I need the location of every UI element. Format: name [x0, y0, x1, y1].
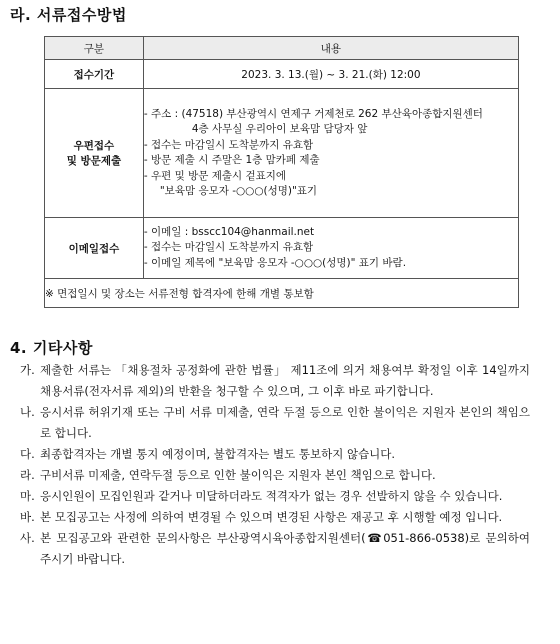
- mail-line: - 접수는 마감일시 도착분까지 유효함: [143, 138, 314, 151]
- table-row: [45, 60, 519, 89]
- item-marker: 가.: [20, 363, 35, 377]
- item-text: 제출한 서류는 「채용절차 공정화에 관한 법률」 제11조에 의거 채용여부 확정일 이후 14일까지 채용서류(전자서류 제외)의 반환을 청구할 수 있으며, 그 이후 바로 파기합니다.: [40, 363, 530, 398]
- list-item: [20, 507, 530, 528]
- section-title-other: 4. 기타사항: [10, 339, 93, 357]
- table-header-category: 구분: [45, 37, 144, 60]
- row-value-period: 2023. 3. 13.(월) ~ 3. 21.(화) 12:00: [143, 60, 518, 89]
- mail-line: "보육맘 응모자 -○○○(성명)"표기: [159, 185, 318, 197]
- list-item: [20, 402, 530, 444]
- section-title-submission: 라. 서류접수방법: [10, 6, 127, 24]
- notes-list: [20, 360, 530, 570]
- table-row: [45, 89, 519, 218]
- item-marker: 마.: [20, 489, 35, 503]
- row-label-mail: [45, 89, 144, 218]
- email-line: - 이메일 : bsscc104@hanmail.net: [143, 225, 315, 238]
- item-text: 본 모집공고는 사정에 의하여 변경될 수 있으며 변경된 사항은 재공고 후 시행할 예정 입니다.: [40, 510, 503, 524]
- row-label-line: 및 방문제출: [66, 155, 122, 167]
- mail-line: - 우편 및 방문 제출시 겉표지에: [143, 169, 287, 182]
- email-line: - 접수는 마감일시 도착분까지 유효함: [143, 241, 314, 254]
- item-marker: 바.: [20, 510, 35, 524]
- row-value-mail: [143, 89, 518, 218]
- table-row: [45, 218, 519, 279]
- mail-line: - 방문 제출 시 주말은 1층 맘카페 제출: [143, 154, 320, 166]
- item-text: 본 모집공고와 관련한 문의사항은 부산광역시육아종합지원센터(☎051-866-0538)로 문의하여 주시기 바랍니다.: [40, 531, 530, 566]
- table-row: [45, 279, 519, 308]
- mail-line: - 주소 : (47518) 부산광역시 연제구 거제천로 262 부산육아종합지원센터: [143, 107, 483, 120]
- list-item: [20, 360, 530, 402]
- list-item: [20, 444, 530, 465]
- list-item: [20, 465, 530, 486]
- email-line: - 이메일 제목에 "보육맘 응모자 -○○○(성명)" 표기 바람.: [143, 256, 407, 269]
- row-value-email: [143, 218, 518, 279]
- row-label-email: 이메일접수: [45, 218, 144, 279]
- list-item: [20, 528, 530, 570]
- item-text: 응시인원이 모집인원과 같거나 미달하더라도 적격자가 없는 경우 선발하지 않을 수 있습니다.: [40, 489, 503, 503]
- table-note: ※ 면접일시 및 장소는 서류전형 합격자에 한해 개별 통보함: [45, 279, 519, 308]
- item-text: 구비서류 미제출, 연락두절 등으로 인한 불이익은 지원자 본인 책임으로 합니다.: [40, 468, 436, 482]
- submission-table: [44, 36, 519, 308]
- table-header-content: 내용: [143, 37, 518, 60]
- list-item: [20, 486, 530, 507]
- row-label-period: 접수기간: [45, 60, 144, 89]
- item-marker: 사.: [20, 531, 35, 545]
- item-marker: 나.: [20, 405, 35, 419]
- item-text: 최종합격자는 개별 통지 예정이며, 불합격자는 별도 통보하지 않습니다.: [40, 447, 396, 461]
- mail-line: 4층 사무실 우리아이 보육맘 담당자 앞: [191, 123, 368, 135]
- row-label-line: 우편접수: [73, 140, 115, 152]
- item-marker: 라.: [20, 468, 35, 482]
- item-text: 응시서류 허위기재 또는 구비 서류 미제출, 연락 두절 등으로 인한 불이익은 지원자 본인의 책임으로 합니다.: [40, 405, 530, 440]
- item-marker: 다.: [20, 447, 35, 461]
